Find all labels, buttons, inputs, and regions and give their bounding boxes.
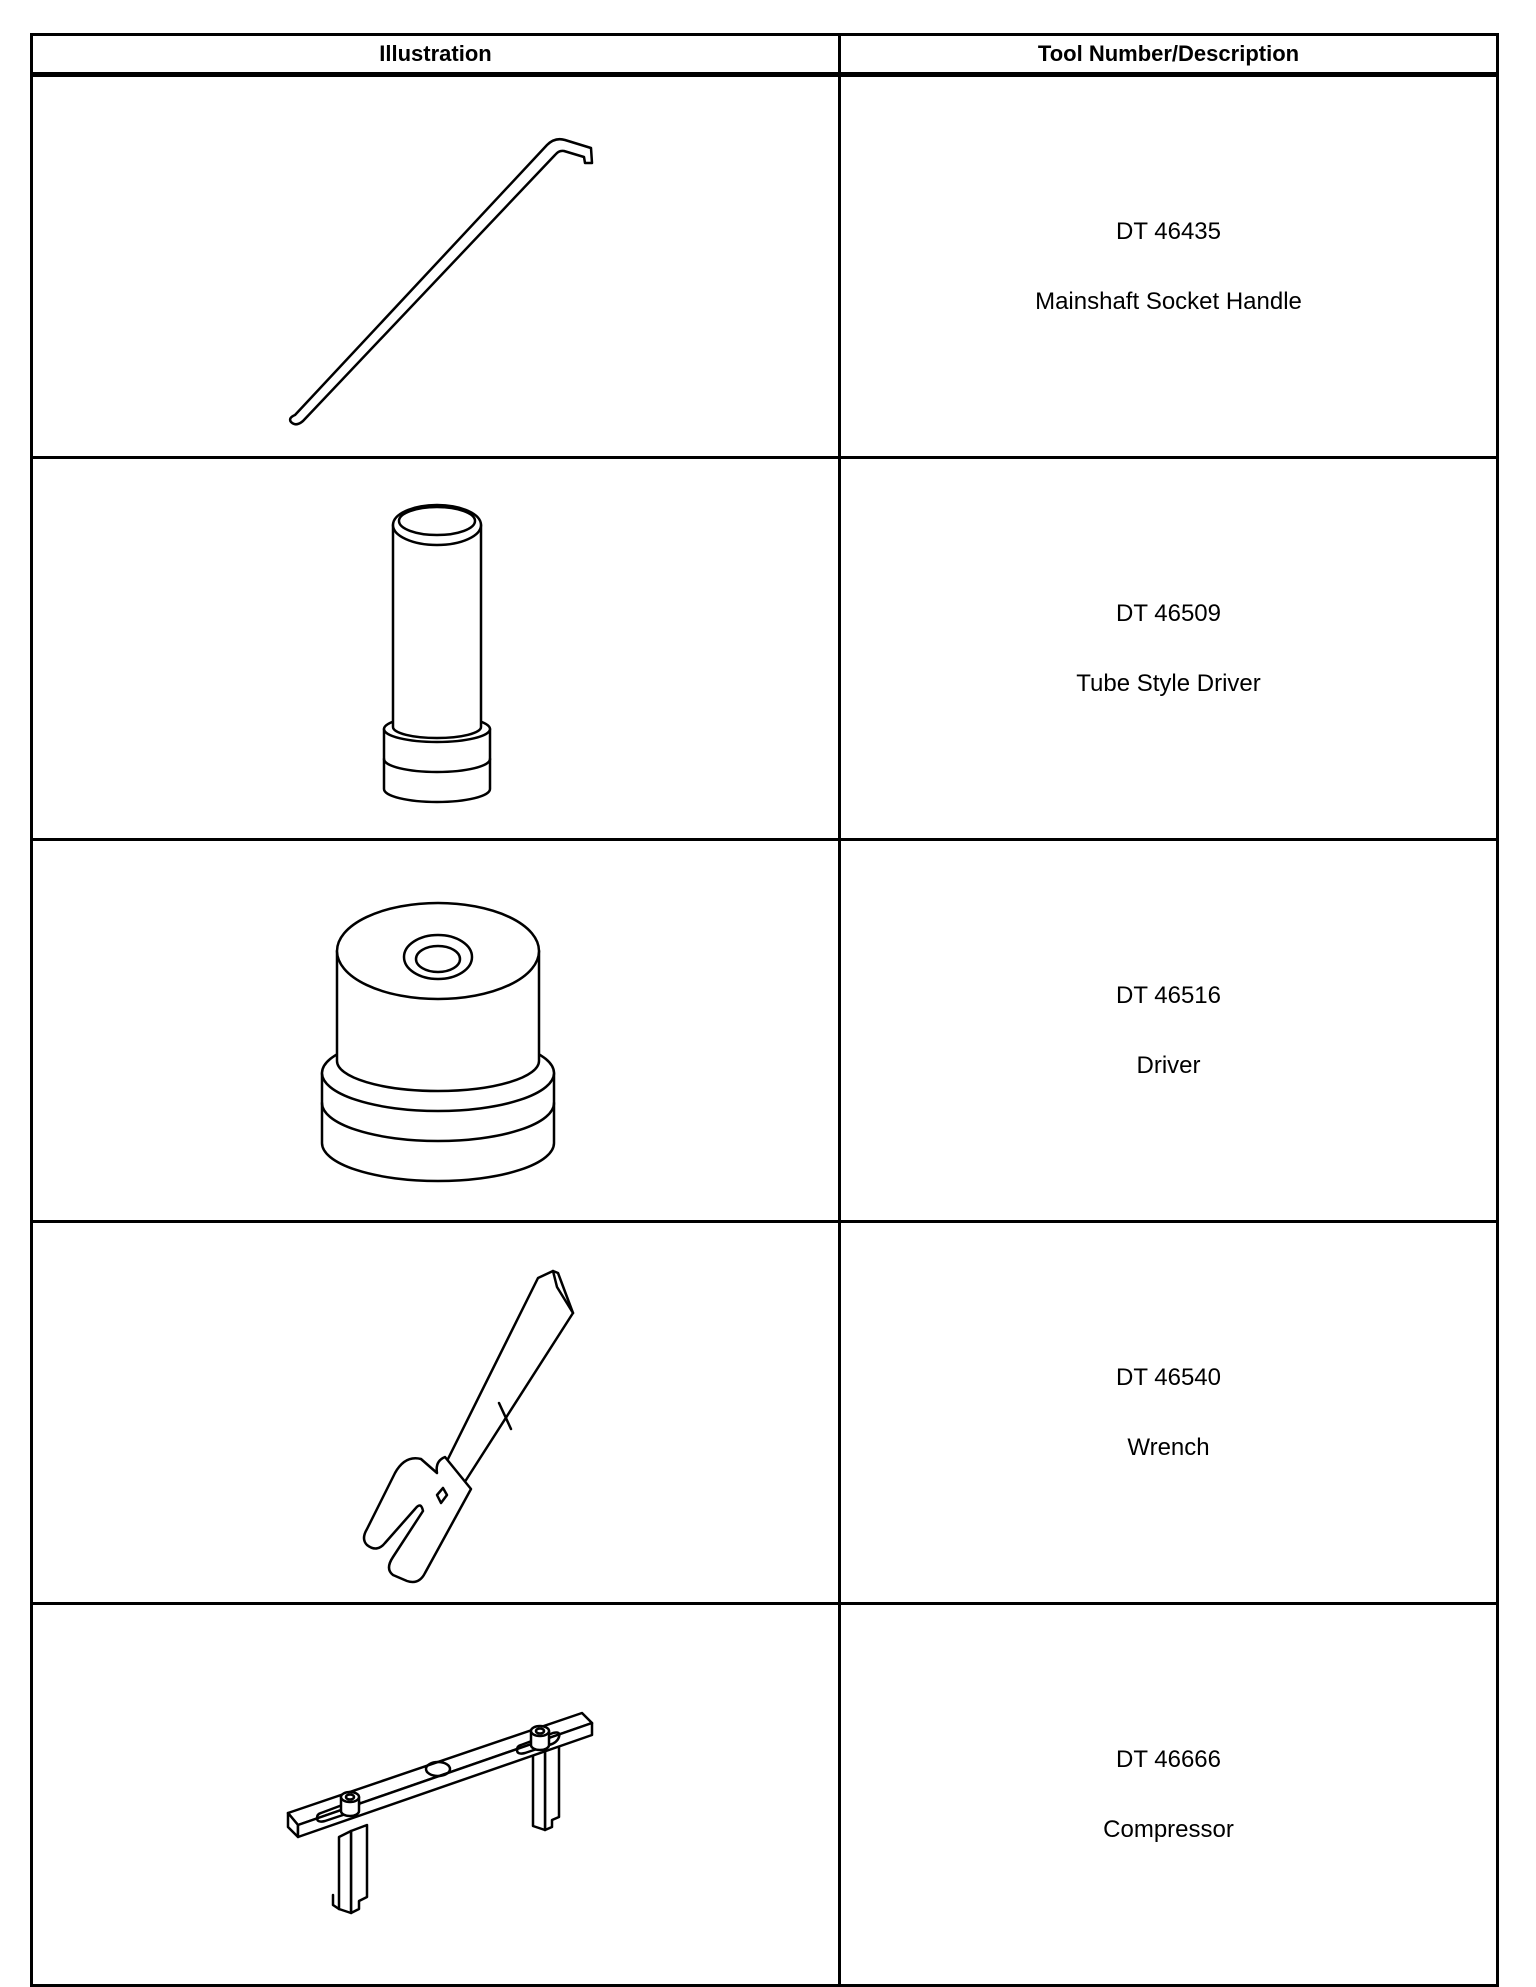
tool-number: DT 46509 <box>1116 599 1221 627</box>
table-row <box>32 75 1498 458</box>
wrench-icon <box>33 1223 841 1602</box>
driver-icon <box>33 841 841 1220</box>
illustration-cell <box>32 1222 840 1604</box>
socket-handle-icon <box>33 77 841 456</box>
tube-driver-icon <box>33 459 841 838</box>
tool-description-cell <box>840 75 1498 458</box>
table-row <box>32 1604 1498 1986</box>
tool-description: Driver <box>1136 1051 1201 1079</box>
tool-description: Mainshaft Socket Handle <box>1035 287 1302 315</box>
compressor-icon <box>33 1605 841 1984</box>
tool-description-cell <box>840 1604 1498 1986</box>
table-row <box>32 840 1498 1222</box>
tool-description-cell <box>840 840 1498 1222</box>
table-row <box>32 1222 1498 1604</box>
tool-description: Wrench <box>1127 1433 1210 1461</box>
tool-description-cell <box>840 458 1498 840</box>
tool-number: DT 46516 <box>1116 981 1221 1009</box>
tool-number: DT 46435 <box>1116 217 1221 245</box>
table-row <box>32 458 1498 840</box>
header-row <box>32 35 1498 75</box>
tool-header: Tool Number/Description <box>840 35 1498 75</box>
tool-table <box>30 33 1499 1987</box>
illustration-cell <box>32 458 840 840</box>
tool-number: DT 46540 <box>1116 1363 1221 1391</box>
illustration-cell <box>32 1604 840 1986</box>
illustration-cell <box>32 840 840 1222</box>
tool-number: DT 46666 <box>1116 1745 1221 1773</box>
tool-description-cell <box>840 1222 1498 1604</box>
illustration-header: Illustration <box>32 35 840 75</box>
illustration-cell <box>32 75 840 458</box>
tool-description: Tube Style Driver <box>1076 669 1261 697</box>
tool-description: Compressor <box>1103 1815 1234 1843</box>
